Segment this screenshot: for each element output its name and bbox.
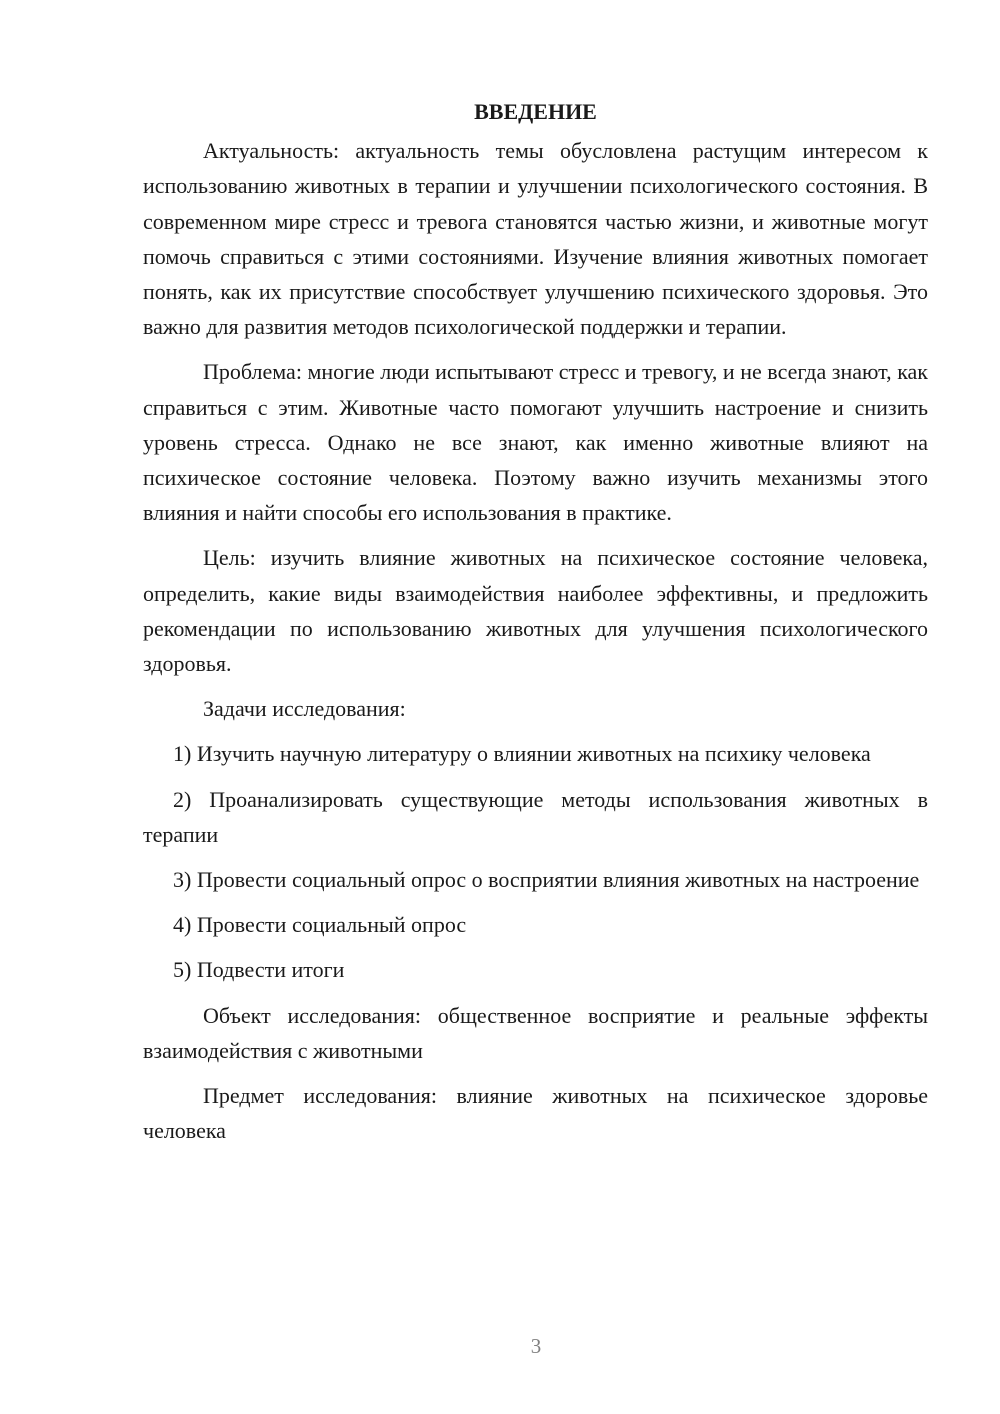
task-item: 5) Подвести итоги <box>173 957 345 983</box>
page-number: 3 <box>530 1334 542 1358</box>
task-item: 1) Изучить научную литературу о влиянии животных на психику человека <box>173 741 871 767</box>
relevance-paragraph: Актуальность: актуальность темы обусловлена растущим интересом к использованию животных в терапии и улучшении психологического состояния. В современном мире стресс и тревога становятся частью жизни, и животные могут помочь справиться с этими состояниями. Изучение влияния животных помогает понять, как их присутствие способствует улучшению психического здоровья. Это важно для развития методов психологической поддержки и терапии. <box>143 138 928 340</box>
task-item: 4) Провести социальный опрос <box>173 912 467 938</box>
section-heading: ВВЕДЕНИЕ <box>474 99 597 124</box>
problem-paragraph: Проблема: многие люди испытывают стресс и тревогу, и не всегда знают, как справиться с этим. Животные часто помогают улучшить настроение и снизить уровень стресса. Однако не все знают, как именно животные влияют на психическое состояние человека. Поэтому важно изучить механизмы этого влияния и найти способы его использования в практике. <box>143 359 928 526</box>
task-item: 3) Провести социальный опрос о восприятии влияния животных на настроение <box>173 867 920 893</box>
task-item: 2) Проанализировать существующие методы использования животных в терапии <box>143 786 928 847</box>
tasks-title: Задачи исследования: <box>203 696 406 722</box>
object-paragraph: Объект исследования: общественное восприятие и реальные эффекты взаимодействия с животными <box>143 1002 928 1063</box>
document-page <box>143 94 928 1158</box>
subject-paragraph: Предмет исследования: влияние животных на психическое здоровье человека <box>143 1083 928 1144</box>
goal-paragraph: Цель: изучить влияние животных на психическое состояние человека, определить, какие виды взаимодействия наиболее эффективны, и предложить рекомендации по использованию животных для улучшения психологического здоровья. <box>143 545 928 677</box>
